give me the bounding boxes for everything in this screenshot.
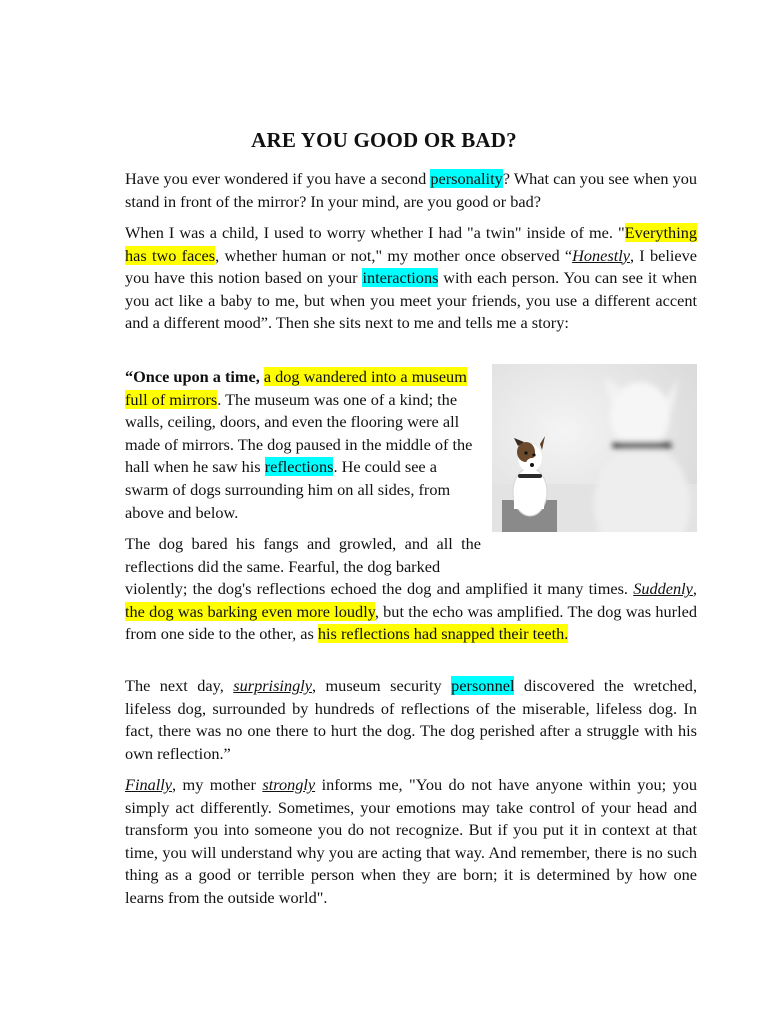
paragraph-intro: Have you ever wondered if you have a second personality? What can you see when you stand in front of the mirror? In your mind, are you good or bad?	[125, 169, 697, 211]
highlight-personality: personality	[430, 169, 503, 188]
bold-own-reflection: with his own reflection.”	[125, 721, 697, 763]
dog-barks-first-lines: The dog bared his fangs and growled, and all the reflections did the same. Fearful, the dog barked	[125, 534, 481, 576]
emphasis-honestly: Honestly	[572, 245, 630, 265]
paragraph-next-day: The next day, surprisingly, museum security personnel discovered the wretched, lifeless dog, surrounded by hundreds of reflections of the miserable, lifeless dog. In fact, there was no one there to hurt the dog. The dog perished after a struggle with his own reflection.”	[125, 676, 698, 763]
emphasis-strongly: strongly	[262, 775, 316, 794]
highlight-personnel: personnel	[451, 676, 515, 695]
highlight-snapped-teeth: his reflections had snapped their teeth.	[317, 624, 569, 644]
highlight-interactions: interactions	[362, 268, 439, 288]
highlight-dog-museum: a dog wandered into a museum full of mirrors	[125, 367, 467, 409]
dog-illustration	[492, 364, 697, 532]
emphasis-suddenly: Suddenly	[633, 579, 693, 599]
emphasis-surprisingly: surprisingly	[233, 676, 312, 695]
emphasis-finally: Finally	[125, 775, 173, 794]
dog-mirror-photo	[492, 364, 697, 532]
paragraph-dog-barks: The dog bared his fangs and growled, and all the reflections did the same. Fearful, the dog barked violently; the dog's reflections echoed the dog and amplified it many times. Suddenly, the dog was barking even more loudly, but the echo was amplified. The dog was hurled from one side to the other, as his reflections had snapped their teeth.	[125, 534, 697, 644]
bold-friends-accent: friends, you use a different accent and a different mood”. Then she sits next to me	[125, 290, 697, 333]
paragraph-story-start: “Once upon a time, a dog wandered into a museum full of mirrors. The museum was one of a kind; the walls, ceiling, doors, and even the flooring were all made of mirrors. The dog paused in the middle of the hall when he saw his reflections. He could see a swarm of dogs surrounding him on all sides, from above and below.	[125, 367, 473, 522]
paragraph-mother-observation: When I was a child, I used to worry whether I had "a twin" inside of me. "Everything has two faces, whether human or not," my mother once observed “Honestly, I believe you have this notion based on your interactions with each person. You can see it when you act like a baby to me, but when you meet your friends, you use a different accent and a different mood”. Then she sits next to me and tells me a story:	[125, 223, 698, 333]
paragraph-finally: Finally, my mother strongly informs me, "You do not have anyone within you; you simply act differently. Sometimes, your emotions may take control of your head and transform you into someone you do not recognize. But if you put it in context at that time, you will understand why you are acting that way. And remember, there is no such thing as a good or terrible person when they are born; it is determined by how one learns from the outside world".	[125, 775, 698, 907]
highlight-reflections: reflections	[264, 457, 334, 477]
highlight-two-faces: Everything has two faces	[125, 223, 697, 265]
highlight-barking-loudly: the dog was barking even more loudly	[125, 601, 375, 621]
bold-once-upon: “Once upon a time,	[125, 367, 264, 386]
page-title: ARE YOU GOOD OR BAD?	[251, 128, 517, 152]
